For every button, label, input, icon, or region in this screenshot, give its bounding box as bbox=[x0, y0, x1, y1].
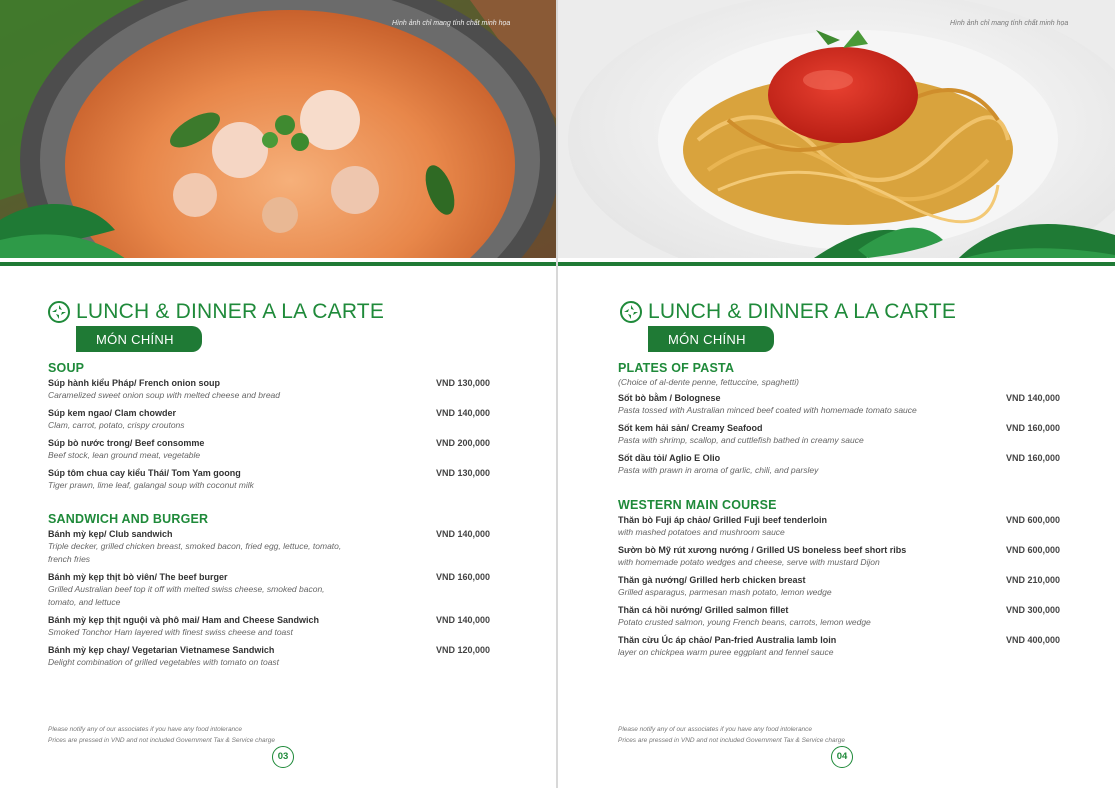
item-description: Beef stock, lean ground meat, vegetable bbox=[48, 450, 201, 460]
category-tab: MÓN CHÍNH bbox=[648, 326, 774, 352]
item-price: VND 140,000 bbox=[1005, 393, 1060, 403]
section-note: (Choice of al-dente penne, fettuccine, spaghetti) bbox=[618, 377, 799, 387]
item-price: VND 130,000 bbox=[435, 468, 490, 478]
item-name: Sốt dầu tỏi/ Aglio E Olio bbox=[618, 453, 721, 463]
menu-item bbox=[618, 514, 1060, 539]
page-number: 04 bbox=[831, 746, 853, 768]
menu-item bbox=[48, 437, 490, 462]
item-price: VND 200,000 bbox=[435, 438, 490, 448]
item-description: Triple decker, grilled chicken breast, smoked bacon, fried egg, lettuce, tomato, french fries bbox=[48, 541, 342, 564]
page-number: 03 bbox=[272, 746, 294, 768]
item-name: Súp tôm chua cay kiểu Thái/ Tom Yam goong bbox=[48, 468, 241, 478]
menu-item bbox=[618, 392, 1060, 417]
menu-title-row bbox=[620, 300, 956, 324]
category-tab: MÓN CHÍNH bbox=[76, 326, 202, 352]
spaghetti-photo bbox=[558, 0, 1115, 262]
menu-item bbox=[48, 614, 490, 639]
item-name: Bánh mỳ kẹp thịt nguội và phô mai/ Ham and Cheese Sandwich bbox=[48, 615, 320, 625]
item-price: VND 140,000 bbox=[435, 529, 490, 539]
menu-item bbox=[48, 467, 490, 492]
item-description: with homemade potato wedges and cheese, serve with mustard Dijon bbox=[618, 557, 880, 567]
brand-logo-icon bbox=[48, 301, 70, 323]
menu-item bbox=[48, 407, 490, 432]
section-heading: WESTERN MAIN COURSE bbox=[618, 498, 777, 512]
footer-line: Prices are pressed in VND and not included Government Tax & Service charge bbox=[48, 737, 276, 744]
item-price: VND 600,000 bbox=[1005, 545, 1060, 555]
item-description: Pasta tossed with Australian minced beef coated with homemade tomato sauce bbox=[618, 405, 917, 415]
item-description: Grilled Australian beef top it off with melted swiss cheese, smoked bacon, tomato, and lettuce bbox=[48, 584, 325, 607]
item-description: Clam, carrot, potato, crispy croutons bbox=[48, 420, 185, 430]
item-description: Smoked Tonchor Ham layered with finest swiss cheese and toast bbox=[48, 627, 293, 637]
item-name: Súp kem ngao/ Clam chowder bbox=[48, 408, 177, 418]
photo-disclaimer: Hình ảnh chỉ mang tính chất minh họa bbox=[392, 20, 511, 27]
menu-page-left bbox=[0, 0, 557, 788]
footer-line: Prices are pressed in VND and not included Government Tax & Service charge bbox=[618, 737, 846, 744]
item-price: VND 120,000 bbox=[435, 645, 490, 655]
item-description: Grilled asparagus, parmesan mash potato, lemon wedge bbox=[618, 587, 832, 597]
item-name: Bánh mỳ kẹp chay/ Vegetarian Vietnamese Sandwich bbox=[48, 645, 275, 655]
item-name: Thăn cá hồi nướng/ Grilled salmon fillet bbox=[618, 605, 789, 615]
footer-line: Please notify any of our associates if you have any food intolerance bbox=[618, 726, 813, 733]
menu-page-right bbox=[558, 0, 1115, 788]
item-price: VND 160,000 bbox=[435, 572, 490, 582]
item-name: Thăn gà nướng/ Grilled herb chicken breast bbox=[618, 575, 806, 585]
brand-logo-icon bbox=[620, 301, 642, 323]
menu-item bbox=[48, 644, 490, 669]
item-price: VND 210,000 bbox=[1005, 575, 1060, 585]
section-heading: SANDWICH AND BURGER bbox=[48, 512, 209, 526]
menu-section bbox=[48, 512, 490, 674]
item-price: VND 300,000 bbox=[1005, 605, 1060, 615]
item-name: Sườn bò Mỹ rút xương nướng / Grilled US boneless beef short ribs bbox=[618, 545, 907, 555]
section-heading: SOUP bbox=[48, 361, 85, 375]
footer-note bbox=[618, 724, 845, 746]
item-price: VND 600,000 bbox=[1005, 515, 1060, 525]
item-name: Bánh mỳ kẹp/ Club sandwich bbox=[48, 529, 173, 539]
item-price: VND 130,000 bbox=[435, 378, 490, 388]
item-name: Bánh mỳ kẹp thịt bò viên/ The beef burger bbox=[48, 572, 228, 582]
page-title: LUNCH & DINNER A LA CARTE bbox=[76, 300, 385, 323]
menu-item bbox=[618, 544, 1060, 569]
item-name: Thăn cừu Úc áp chảo/ Pan-fried Australia lamb loin bbox=[618, 635, 837, 645]
item-description: layer on chickpea warm puree eggplant and fennel sauce bbox=[618, 647, 834, 657]
item-price: VND 160,000 bbox=[1005, 453, 1060, 463]
item-name: Súp bò nước trong/ Beef consomme bbox=[48, 438, 205, 448]
menu-item bbox=[48, 528, 490, 566]
item-description: with mashed potatoes and mushroom sauce bbox=[618, 527, 785, 537]
divider-line bbox=[558, 262, 1115, 266]
section-heading: PLATES OF PASTA bbox=[618, 361, 735, 375]
item-description: Pasta with shrimp, scallop, and cuttlefish bathed in creamy sauce bbox=[618, 435, 864, 445]
page-title: LUNCH & DINNER A LA CARTE bbox=[648, 300, 957, 323]
menu-section bbox=[618, 361, 1060, 482]
menu-item bbox=[48, 377, 490, 402]
footer-note bbox=[48, 724, 275, 746]
menu-item bbox=[618, 604, 1060, 629]
item-description: Caramelized sweet onion soup with melted cheese and bread bbox=[48, 390, 280, 400]
item-price: VND 140,000 bbox=[435, 408, 490, 418]
item-price: VND 140,000 bbox=[435, 615, 490, 625]
menu-title-row bbox=[48, 300, 384, 324]
menu-item bbox=[618, 634, 1060, 659]
item-name: Sốt bò bằm / Bolognese bbox=[618, 393, 721, 403]
menu-item bbox=[618, 574, 1060, 599]
divider-line bbox=[0, 262, 557, 266]
photo-disclaimer: Hình ảnh chỉ mang tính chất minh họa bbox=[950, 20, 1069, 27]
menu-item bbox=[48, 571, 490, 609]
item-name: Thăn bò Fuji áp chảo/ Grilled Fuji beef tenderloin bbox=[618, 515, 828, 525]
menu-item bbox=[618, 452, 1060, 477]
menu-section bbox=[48, 361, 490, 497]
item-description: Potato crusted salmon, young French beans, carrots, lemon wedge bbox=[618, 617, 871, 627]
item-name: Sốt kem hải sản/ Creamy Seafood bbox=[618, 423, 763, 433]
item-price: VND 160,000 bbox=[1005, 423, 1060, 433]
item-name: Súp hành kiểu Pháp/ French onion soup bbox=[48, 378, 221, 388]
item-description: Tiger prawn, lime leaf, galangal soup with coconut milk bbox=[48, 480, 254, 490]
item-description: Delight combination of grilled vegetables with tomato on toast bbox=[48, 657, 280, 667]
item-price: VND 400,000 bbox=[1005, 635, 1060, 645]
menu-section bbox=[618, 498, 1060, 664]
menu-item bbox=[618, 422, 1060, 447]
footer-line: Please notify any of our associates if you have any food intolerance bbox=[48, 726, 243, 733]
item-description: Pasta with prawn in aroma of garlic, chili, and parsley bbox=[618, 465, 819, 475]
tom-yam-soup-photo bbox=[0, 0, 557, 262]
